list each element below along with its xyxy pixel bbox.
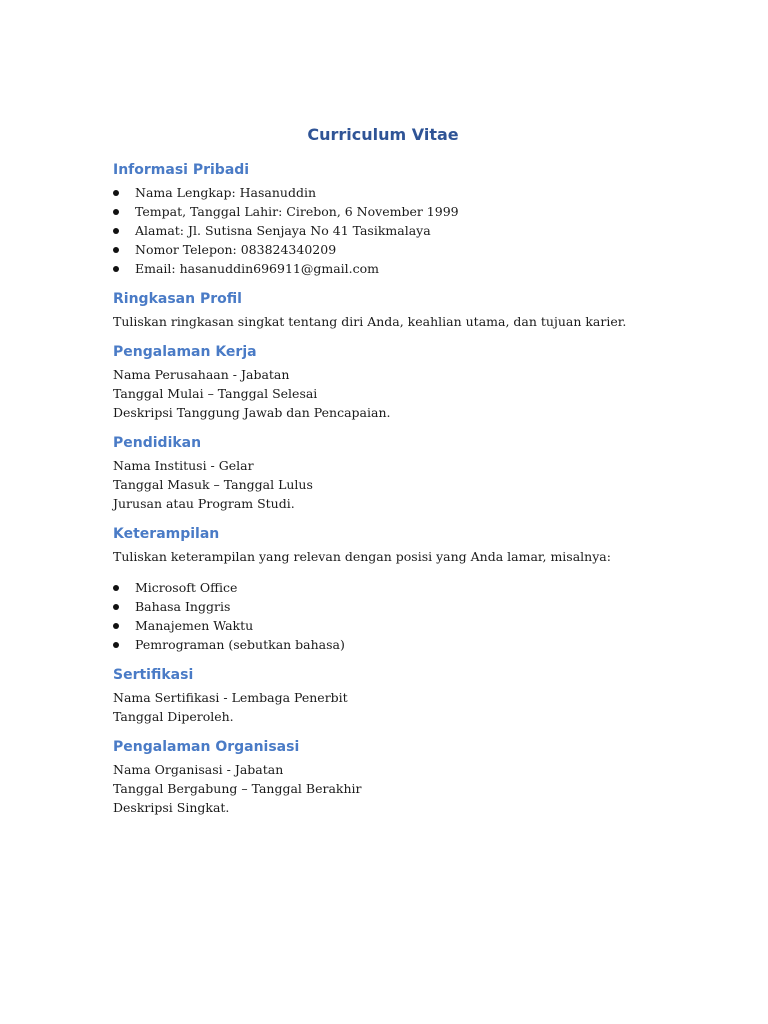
education-institution: Nama Institusi - Gelar	[113, 458, 254, 473]
section-skills	[113, 524, 673, 654]
section-heading-organization-experience: Pengalaman Organisasi	[113, 739, 300, 755]
paragraph-spacer	[113, 566, 673, 578]
bullet-icon	[113, 209, 119, 215]
organization-description: Deskripsi Singkat.	[113, 800, 230, 815]
section-personal-info	[113, 160, 673, 278]
personal-info-list	[113, 183, 673, 278]
bullet-icon	[113, 585, 119, 591]
section-certification	[113, 665, 673, 726]
work-description: Deskripsi Tanggung Jawab dan Pencapaian.	[113, 405, 391, 420]
document-content	[113, 124, 673, 828]
section-heading-education: Pendidikan	[113, 435, 202, 451]
list-item: Tempat, Tanggal Lahir: Cirebon, 6 November 1999	[113, 202, 673, 221]
organization-name-position: Nama Organisasi - Jabatan	[113, 762, 284, 777]
list-item: Nama Lengkap: Hasanuddin	[113, 183, 673, 202]
section-profile-summary	[113, 289, 673, 331]
section-organization-experience	[113, 737, 673, 817]
skills-list	[113, 578, 673, 654]
bullet-icon	[113, 190, 119, 196]
list-item: Alamat: Jl. Sutisna Senjaya No 41 Tasikmalaya	[113, 221, 673, 240]
bullet-icon	[113, 642, 119, 648]
profile-summary-text: Tuliskan ringkasan singkat tentang diri Anda, keahlian utama, dan tujuan karier.	[113, 314, 627, 329]
education-dates: Tanggal Masuk – Tanggal Lulus	[113, 477, 313, 492]
list-item: Email: hasanuddin696911@gmail.com	[113, 259, 673, 278]
skills-intro-text: Tuliskan keterampilan yang relevan dengan posisi yang Anda lamar, misalnya:	[113, 549, 611, 564]
work-company-position: Nama Perusahaan - Jabatan	[113, 367, 290, 382]
certification-name-issuer: Nama Sertifikasi - Lembaga Penerbit	[113, 690, 348, 705]
organization-dates: Tanggal Bergabung – Tanggal Berakhir	[113, 781, 362, 796]
section-heading-profile-summary: Ringkasan Profil	[113, 291, 242, 307]
bullet-icon	[113, 623, 119, 629]
section-education	[113, 433, 673, 513]
section-heading-personal-info: Informasi Pribadi	[113, 162, 250, 178]
document-title: Curriculum Vitae	[307, 125, 459, 144]
section-heading-work-experience: Pengalaman Kerja	[113, 344, 257, 360]
education-major: Jurusan atau Program Studi.	[113, 496, 295, 511]
work-dates: Tanggal Mulai – Tanggal Selesai	[113, 386, 318, 401]
section-work-experience	[113, 342, 673, 422]
bullet-icon	[113, 247, 119, 253]
certification-date: Tanggal Diperoleh.	[113, 709, 234, 724]
list-item: Manajemen Waktu	[113, 616, 673, 635]
list-item: Bahasa Inggris	[113, 597, 673, 616]
list-item: Pemrograman (sebutkan bahasa)	[113, 635, 673, 654]
list-item: Microsoft Office	[113, 578, 673, 597]
section-heading-certification: Sertifikasi	[113, 667, 194, 683]
bullet-icon	[113, 228, 119, 234]
list-item: Nomor Telepon: 083824340209	[113, 240, 673, 259]
bullet-icon	[113, 604, 119, 610]
bullet-icon	[113, 266, 119, 272]
section-heading-skills: Keterampilan	[113, 526, 220, 542]
